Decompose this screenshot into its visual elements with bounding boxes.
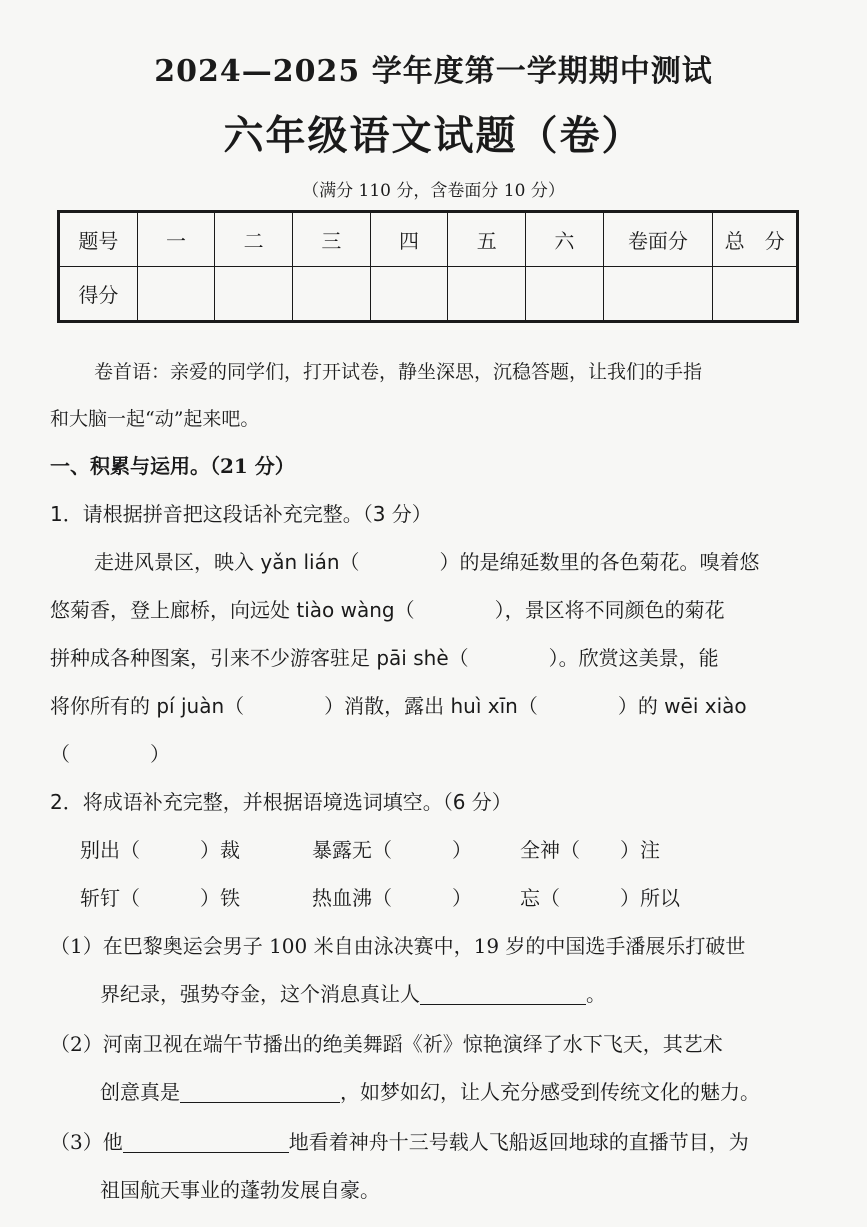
score-cell[interactable]: [137, 267, 215, 322]
idiom-item: 全神（ ）注: [520, 838, 660, 862]
sub-question-line: [100, 1068, 760, 1116]
answer-blank[interactable]: [180, 1080, 340, 1103]
idiom-item: 热血沸（ ）: [312, 886, 472, 910]
score-cell[interactable]: [293, 267, 371, 322]
sub-question-line: [50, 1118, 749, 1166]
score-table: [57, 210, 799, 323]
question-text-line: 悠菊香，登上廊桥，向远处 tiào wàng（ ），景区将不同颜色的菊花: [50, 598, 725, 622]
idiom-item: 忘（ ）所以: [520, 886, 680, 910]
score-table-col-header: 四: [370, 212, 448, 267]
sub-question-line: 祖国航天事业的蓬勃发展自豪。: [100, 1178, 380, 1202]
section-heading: 一、积累与运用。（21 分）: [50, 454, 295, 478]
score-table-score-row: [59, 267, 798, 322]
score-table-header-row: [59, 212, 798, 267]
idiom-item: 别出（ ）裁: [80, 838, 240, 862]
question-stem: 1．请根据拼音把这段话补充完整。（3 分）: [50, 502, 432, 526]
question-text-line: 拼种成各种图案，引来不少游客驻足 pāi shè（ ）。欣赏这美景，能: [50, 646, 719, 670]
exam-title-subject: 六年级语文试题（卷）: [223, 113, 644, 159]
sub-question-text: 地看着神舟十三号载人飞船返回地球的直播节目，为: [288, 1130, 749, 1154]
score-cell[interactable]: [526, 267, 604, 322]
answer-blank[interactable]: [420, 982, 586, 1005]
idiom-item: 斩钉（ ）铁: [80, 886, 240, 910]
intro-line: 和大脑一起“动”起来吧。: [50, 408, 260, 430]
sub-question-line: [100, 970, 606, 1018]
score-table-col-header: 三: [293, 212, 371, 267]
score-table-col-header: 五: [448, 212, 526, 267]
question-text-line: 将你所有的 pí juàn（ ）消散，露出 huì xīn（ ）的 wēi xiào: [50, 694, 747, 718]
sub-question-text: ，如梦如幻，让人充分感受到传统文化的魅力。: [340, 1080, 760, 1104]
score-cell[interactable]: [713, 267, 798, 322]
score-table-col-header: 总 分: [713, 212, 798, 267]
idiom-item: 暴露无（ ）: [312, 838, 472, 862]
sub-question-text: 创意真是: [100, 1080, 180, 1104]
score-table-col-header: 卷面分: [603, 212, 712, 267]
score-cell[interactable]: [370, 267, 448, 322]
score-cell[interactable]: [215, 267, 293, 322]
sub-question-text: （3）他: [50, 1130, 123, 1154]
sub-question-text: 界纪录，强势夺金，这个消息真让人: [100, 982, 420, 1006]
sub-question-line: （1）在巴黎奥运会男子 100 米自由泳决赛中，19 岁的中国选手潘展乐打破世: [50, 934, 746, 958]
score-table-col-header: 二: [215, 212, 293, 267]
score-cell[interactable]: [603, 267, 712, 322]
score-cell[interactable]: [448, 267, 526, 322]
question-text-line: 走进风景区，映入 yǎn lián（ ）的是绵延数里的各色菊花。嗅着悠: [94, 550, 760, 574]
score-table-row-label: 得分: [59, 267, 138, 322]
score-table-col-header: 一: [137, 212, 215, 267]
question-text-line: （ ）: [50, 742, 170, 766]
score-table-col-header: 六: [526, 212, 604, 267]
exam-title-year: 2024—2025 学年度第一学期期中测试: [154, 54, 713, 89]
question-stem: 2．将成语补充完整，并根据语境选词填空。（6 分）: [50, 790, 512, 814]
score-table-row-label: 题号: [59, 212, 138, 267]
sub-question-line: （2）河南卫视在端午节播出的绝美舞蹈《祈》惊艳演绎了水下飞天，其艺术: [50, 1032, 723, 1056]
sub-question-text: 。: [586, 982, 606, 1006]
intro-line: 卷首语：亲爱的同学们，打开试卷，静坐深思，沉稳答题，让我们的手指: [94, 361, 703, 383]
answer-blank[interactable]: [123, 1130, 289, 1153]
exam-score-note: （满分 110 分，含卷面分 10 分）: [302, 181, 565, 201]
